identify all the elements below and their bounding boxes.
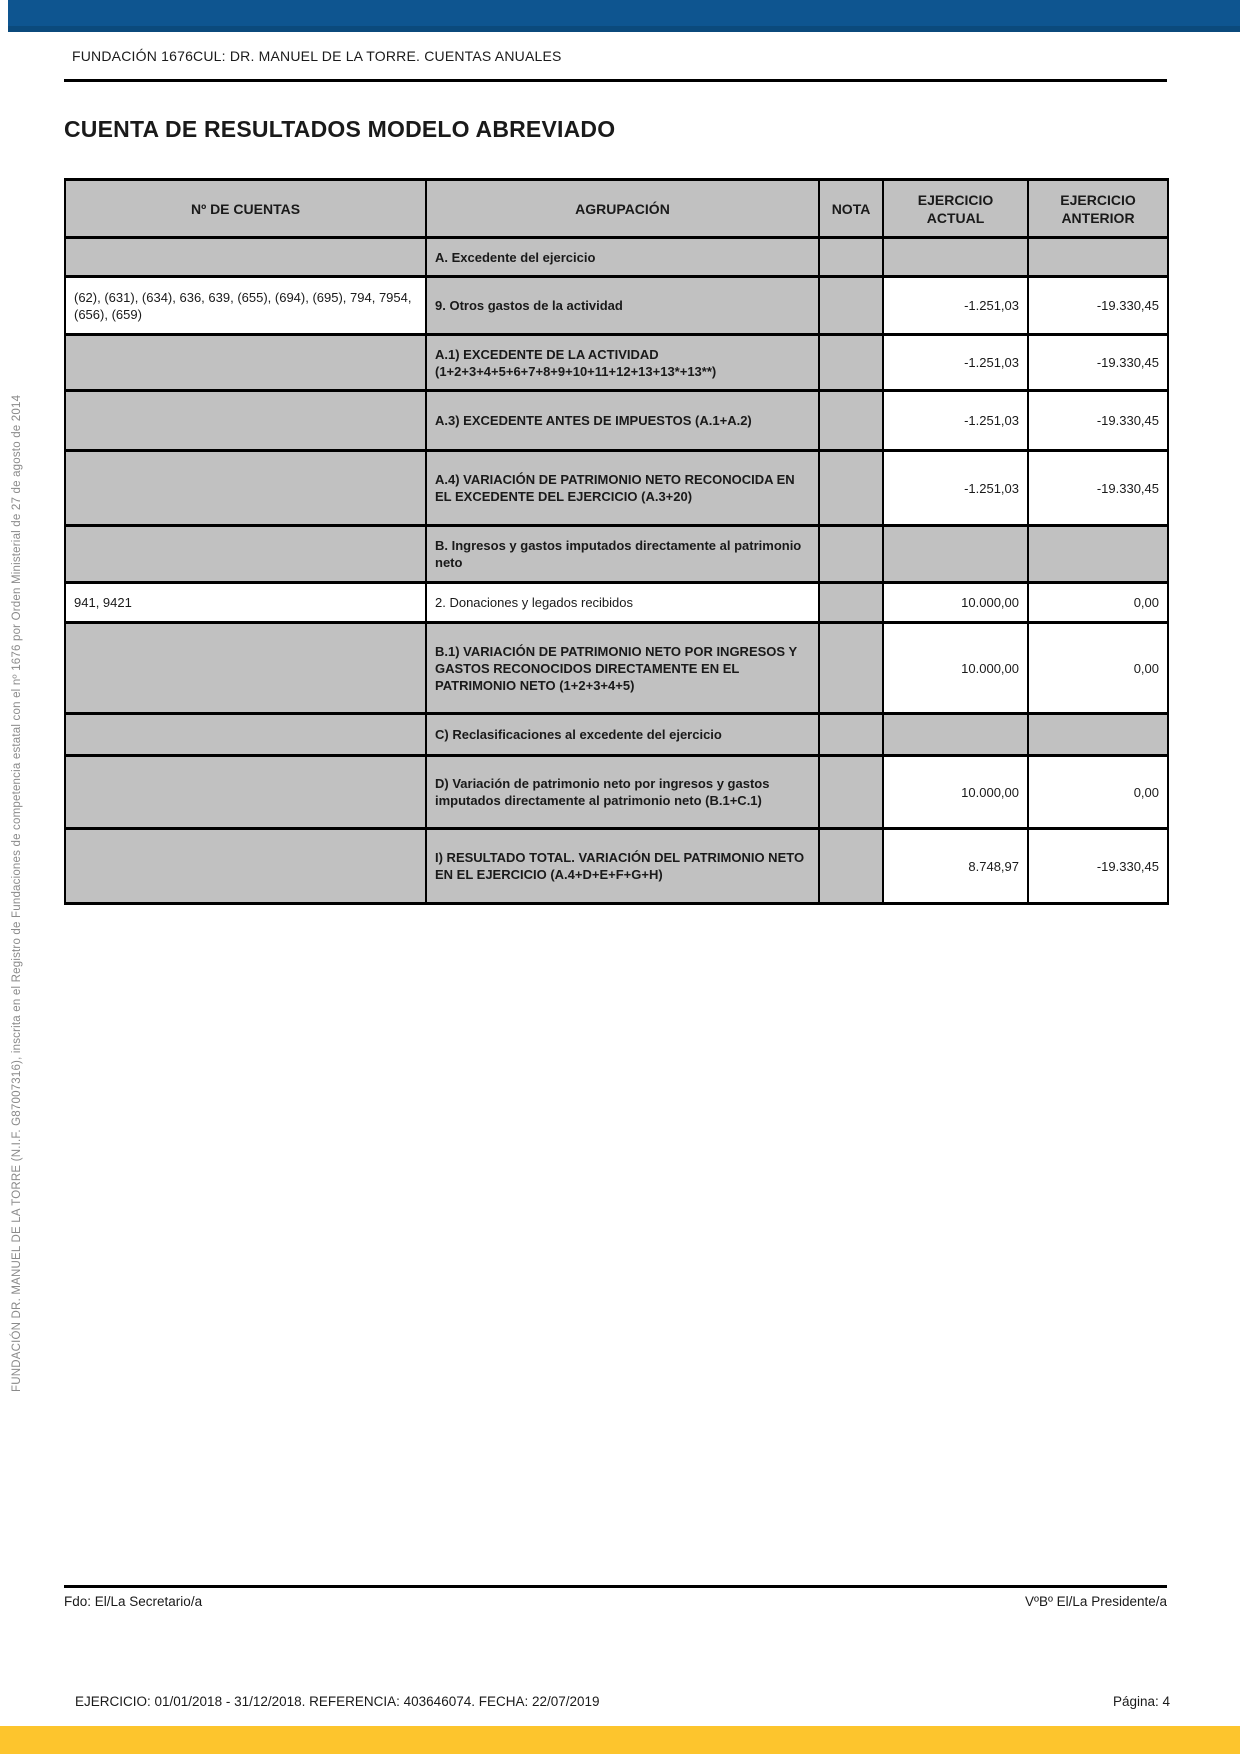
cell-anterior: 0,00: [1028, 756, 1168, 829]
cell-anterior: 0,00: [1028, 623, 1168, 714]
cell-anterior: -19.330,45: [1028, 335, 1168, 391]
cell-cuentas: [65, 391, 426, 451]
table-header-row: [65, 180, 1168, 238]
cell-cuentas: [65, 526, 426, 583]
cell-nota: [819, 391, 883, 451]
cell-nota: [819, 277, 883, 335]
header-agrupacion: AGRUPACIÓN: [426, 180, 819, 238]
top-blue-bar: [8, 0, 1240, 32]
cell-anterior: [1028, 526, 1168, 583]
header-cuentas: Nº DE CUENTAS: [65, 180, 426, 238]
sidebar-registry-note: FUNDACIÓN DR. MANUEL DE LA TORRE (N.I.F. G87007316), inscrita en el Registro de Fundaciones de competencia estatal con el nº 1676 por Orden Ministerial de 27 de agosto de 2014: [11, 394, 23, 1392]
cell-cuentas: 941, 9421: [65, 583, 426, 623]
page-title: CUENTA DE RESULTADOS MODELO ABREVIADO: [64, 116, 616, 142]
page-footer: [75, 1694, 1170, 1709]
cell-nota: [819, 623, 883, 714]
header-nota: NOTA: [819, 180, 883, 238]
table-row: [65, 391, 1168, 451]
cell-actual: 10.000,00: [883, 583, 1028, 623]
footer-page-number: Página: 4: [1112, 1694, 1170, 1709]
header-divider-rule: [64, 79, 1167, 82]
cell-nota: [819, 756, 883, 829]
cell-nota: [819, 526, 883, 583]
cell-cuentas: [65, 335, 426, 391]
cell-agrupacion: B. Ingresos y gastos imputados directamente al patrimonio neto: [426, 526, 819, 583]
cell-anterior: [1028, 238, 1168, 277]
table-row: [65, 756, 1168, 829]
footer-ejercicio-info: EJERCICIO: 01/01/2018 - 31/12/2018. REFERENCIA: 403646074. FECHA: 22/07/2019: [75, 1694, 600, 1709]
cell-anterior: -19.330,45: [1028, 829, 1168, 904]
cell-nota: [819, 583, 883, 623]
cell-nota: [819, 238, 883, 277]
table-row: [65, 623, 1168, 714]
cell-anterior: 0,00: [1028, 583, 1168, 623]
cell-actual: -1.251,03: [883, 451, 1028, 526]
table-row: [65, 583, 1168, 623]
cell-nota: [819, 829, 883, 904]
cell-anterior: [1028, 714, 1168, 756]
header-ejercicio-actual: EJERCICIO ACTUAL: [883, 180, 1028, 238]
cell-agrupacion: A.1) EXCEDENTE DE LA ACTIVIDAD (1+2+3+4+5+6+7+8+9+10+11+12+13+13*+13**): [426, 335, 819, 391]
signature-divider-rule: [64, 1585, 1167, 1588]
cell-actual: -1.251,03: [883, 335, 1028, 391]
cell-agrupacion: C) Reclasificaciones al excedente del ejercicio: [426, 714, 819, 756]
signature-presidente-label: VºBº El/La Presidente/a: [1025, 1594, 1167, 1609]
cell-cuentas: [65, 714, 426, 756]
table-row: [65, 829, 1168, 904]
table-row: [65, 238, 1168, 277]
cell-cuentas: [65, 829, 426, 904]
cell-cuentas: [65, 623, 426, 714]
results-table: [64, 178, 1169, 905]
cell-cuentas: [65, 238, 426, 277]
cell-actual: 10.000,00: [883, 623, 1028, 714]
cell-nota: [819, 714, 883, 756]
cell-agrupacion: A. Excedente del ejercicio: [426, 238, 819, 277]
cell-agrupacion: B.1) VARIACIÓN DE PATRIMONIO NETO POR INGRESOS Y GASTOS RECONOCIDOS DIRECTAMENTE EN EL PATRIMONIO NETO (1+2+3+4+5): [426, 623, 819, 714]
cell-agrupacion: A.3) EXCEDENTE ANTES DE IMPUESTOS (A.1+A.2): [426, 391, 819, 451]
cell-agrupacion: D) Variación de patrimonio neto por ingresos y gastos imputados directamente al patrimonio neto (B.1+C.1): [426, 756, 819, 829]
cell-actual: [883, 714, 1028, 756]
cell-actual: -1.251,03: [883, 391, 1028, 451]
table-row: [65, 335, 1168, 391]
bottom-yellow-bar: [0, 1726, 1240, 1754]
cell-anterior: -19.330,45: [1028, 451, 1168, 526]
cell-cuentas: [65, 451, 426, 526]
cell-agrupacion: 2. Donaciones y legados recibidos: [426, 583, 819, 623]
cell-actual: -1.251,03: [883, 277, 1028, 335]
table-row: [65, 277, 1168, 335]
table-row: [65, 714, 1168, 756]
cell-nota: [819, 335, 883, 391]
cell-agrupacion: 9. Otros gastos de la actividad: [426, 277, 819, 335]
signature-secretario-label: Fdo: El/La Secretario/a: [64, 1594, 203, 1609]
document-header-text: FUNDACIÓN 1676CUL: DR. MANUEL DE LA TORRE. CUENTAS ANUALES: [72, 48, 562, 64]
signature-row: [64, 1594, 1167, 1609]
cell-cuentas: (62), (631), (634), 636, 639, (655), (694), (695), 794, 7954, (656), (659): [65, 277, 426, 335]
cell-anterior: -19.330,45: [1028, 391, 1168, 451]
table-row: [65, 526, 1168, 583]
header-ejercicio-anterior: EJERCICIO ANTERIOR: [1028, 180, 1168, 238]
table-row: [65, 451, 1168, 526]
cell-cuentas: [65, 756, 426, 829]
cell-actual: 8.748,97: [883, 829, 1028, 904]
cell-agrupacion: I) RESULTADO TOTAL. VARIACIÓN DEL PATRIMONIO NETO EN EL EJERCICIO (A.4+D+E+F+G+H): [426, 829, 819, 904]
cell-actual: 10.000,00: [883, 756, 1028, 829]
cell-agrupacion: A.4) VARIACIÓN DE PATRIMONIO NETO RECONOCIDA EN EL EXCEDENTE DEL EJERCICIO (A.3+20): [426, 451, 819, 526]
cell-nota: [819, 451, 883, 526]
cell-anterior: -19.330,45: [1028, 277, 1168, 335]
cell-actual: [883, 526, 1028, 583]
cell-actual: [883, 238, 1028, 277]
